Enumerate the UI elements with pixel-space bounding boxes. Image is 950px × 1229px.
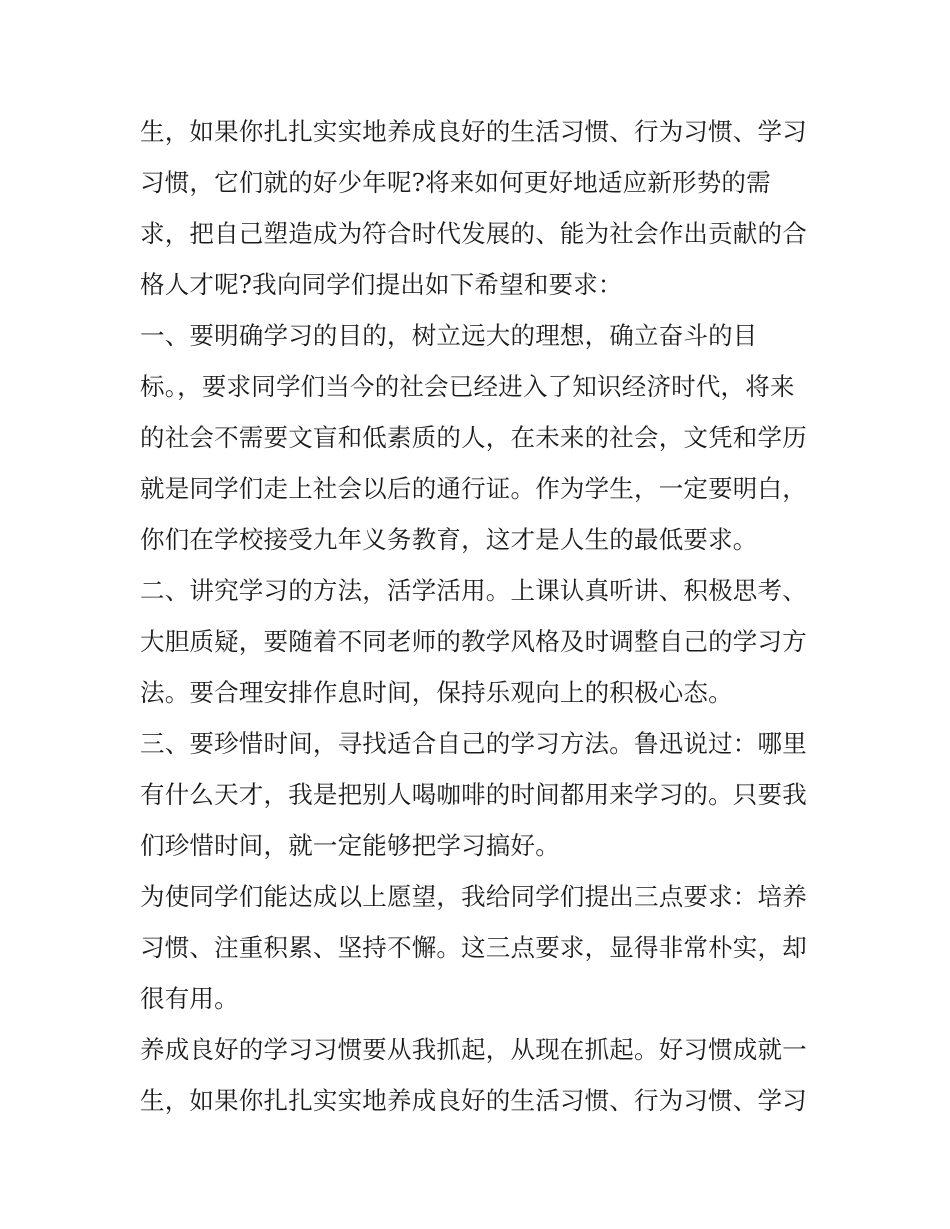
text-line: 三、要珍惜时间，寻找适合自己的学习方法。鲁迅说过：哪里 bbox=[140, 729, 807, 758]
text-line: 法。要合理安排作息时间，保持乐观向上的积极心态。 bbox=[140, 678, 733, 707]
text-line: 生，如果你扎扎实实地养成良好的生活习惯、行为习惯、学习 bbox=[140, 1086, 807, 1115]
text-line: 习惯，它们就的好少年呢?将来如何更好地适应新形势的需 bbox=[140, 168, 771, 197]
text-line: 一、要明确学习的目的，树立远大的理想，确立奋斗的目 bbox=[140, 321, 758, 350]
text-line: 生，如果你扎扎实实地养成良好的生活习惯、行为习惯、学习 bbox=[140, 117, 807, 146]
document-body bbox=[140, 106, 820, 1126]
text-line: 为使同学们能达成以上愿望，我给同学们提出三点要求：培养 bbox=[140, 882, 807, 911]
text-line: 大胆质疑，要随着不同老师的教学风格及时调整自己的学习方 bbox=[140, 627, 807, 656]
text-line: 有什么天才，我是把别人喝咖啡的时间都用来学习的。只要我 bbox=[140, 780, 807, 809]
text-line: 二、讲究学习的方法，活学活用。上课认真听讲、积极思考、 bbox=[140, 576, 807, 605]
text-line: 你们在学校接受九年义务教育，这才是人生的最低要求。 bbox=[140, 525, 758, 554]
text-line: 很有用。 bbox=[140, 984, 239, 1013]
text-line: 标。，要求同学们当今的社会已经进入了知识经济时代，将来 bbox=[140, 372, 795, 401]
text-line: 求，把自己塑造成为符合时代发展的、能为社会作出贡献的合 bbox=[140, 219, 807, 248]
text-line: 们珍惜时间，就一定能够把学习搞好。 bbox=[140, 831, 560, 860]
text-line: 养成良好的学习习惯要从我抓起，从现在抓起。好习惯成就一 bbox=[140, 1035, 807, 1064]
text-line: 格人才呢?我向同学们提出如下希望和要求： bbox=[140, 270, 623, 299]
text-line: 的社会不需要文盲和低素质的人，在未来的社会，文凭和学历 bbox=[140, 423, 807, 452]
text-line: 习惯、注重积累、坚持不懈。这三点要求，显得非常朴实，却 bbox=[140, 933, 807, 962]
text-line: 就是同学们走上社会以后的通行证。作为学生，一定要明白， bbox=[140, 474, 807, 503]
